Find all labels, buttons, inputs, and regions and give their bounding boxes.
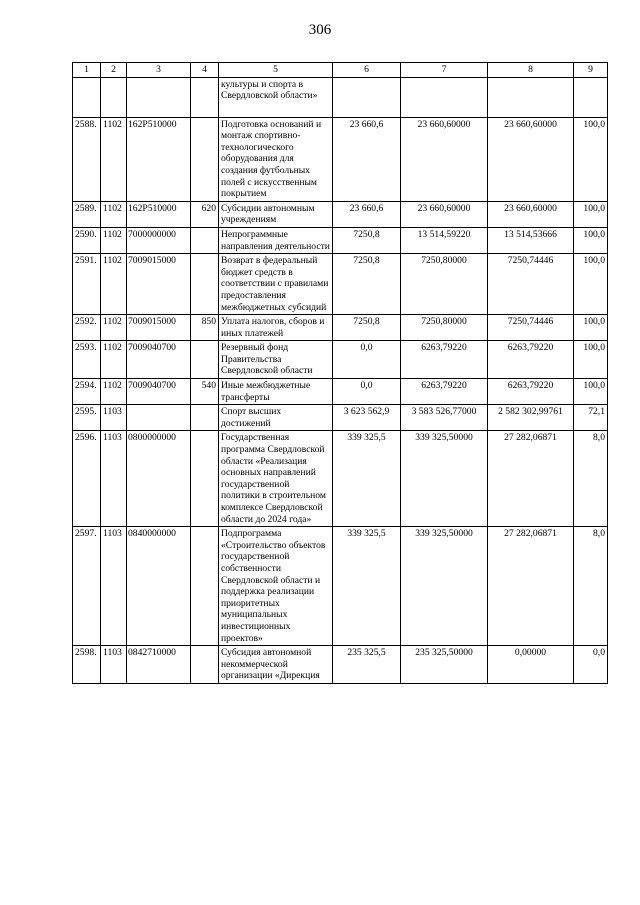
expense-type: [191, 405, 219, 431]
target-code: [127, 405, 191, 431]
target-code: 7009015000: [127, 315, 191, 341]
percent-executed: 100,0: [574, 227, 608, 253]
section-code: 1102: [101, 315, 127, 341]
percent-executed: 8,0: [574, 527, 608, 646]
target-code: 7009015000: [127, 254, 191, 315]
expense-type: [191, 77, 219, 117]
amount-approved: [333, 77, 401, 117]
expense-type: 540: [191, 379, 219, 405]
row-number: 2592.: [73, 315, 101, 341]
table-row: [73, 227, 608, 253]
item-name: Подпрограмма «Строительство объектов государственной собственности Свердловской области и поддержка реализации приоритетных муниципальных инвестиционных проектов»: [219, 527, 333, 646]
percent-executed: 100,0: [574, 117, 608, 201]
expense-type: 620: [191, 201, 219, 227]
section-code: 1102: [101, 341, 127, 379]
item-name: Государственная программа Свердловской области «Реализация основных направлений государственной политики в строительном комплексе Свердловской области до 2024 года»: [219, 431, 333, 527]
row-number: 2593.: [73, 341, 101, 379]
amount-approved: 235 325,5: [333, 646, 401, 684]
percent-executed: 0,0: [574, 646, 608, 684]
amount-executed: 6263,79220: [488, 341, 574, 379]
amount-executed: 23 660,60000: [488, 201, 574, 227]
section-code: 1103: [101, 405, 127, 431]
table-row: [73, 405, 608, 431]
item-name: Резервный фонд Правительства Свердловской области: [219, 341, 333, 379]
expense-type: [191, 117, 219, 201]
amount-executed: 13 514,53666: [488, 227, 574, 253]
amount-planned: 339 325,50000: [401, 527, 488, 646]
amount-planned: 13 514,59220: [401, 227, 488, 253]
table-row: [73, 646, 608, 684]
table-row: [73, 201, 608, 227]
percent-executed: 100,0: [574, 254, 608, 315]
amount-approved: 7250,8: [333, 315, 401, 341]
section-code: 1103: [101, 646, 127, 684]
amount-planned: 339 325,50000: [401, 431, 488, 527]
target-code: 7000000000: [127, 227, 191, 253]
section-code: 1102: [101, 254, 127, 315]
target-code: [127, 77, 191, 117]
table-row: [73, 315, 608, 341]
amount-planned: 235 325,50000: [401, 646, 488, 684]
table-row: [73, 254, 608, 315]
column-header: 5: [219, 63, 333, 78]
expense-type: [191, 254, 219, 315]
amount-approved: 23 660,6: [333, 117, 401, 201]
row-number: 2598.: [73, 646, 101, 684]
amount-executed: 7250,74446: [488, 254, 574, 315]
amount-planned: 6263,79220: [401, 379, 488, 405]
item-name: культуры и спорта в Свердловской области»: [219, 77, 333, 117]
target-code: 0842710000: [127, 646, 191, 684]
section-code: [101, 77, 127, 117]
table-row: [73, 527, 608, 646]
section-code: 1102: [101, 117, 127, 201]
item-name: Иные межбюджетные трансферты: [219, 379, 333, 405]
target-code: 7009040700: [127, 379, 191, 405]
target-code: 162P510000: [127, 201, 191, 227]
amount-planned: 6263,79220: [401, 341, 488, 379]
amount-approved: 7250,8: [333, 227, 401, 253]
expense-type: [191, 646, 219, 684]
amount-approved: 7250,8: [333, 254, 401, 315]
expense-type: 850: [191, 315, 219, 341]
item-name: Спорт высших достижений: [219, 405, 333, 431]
amount-planned: 23 660,60000: [401, 117, 488, 201]
column-header: 3: [127, 63, 191, 78]
amount-executed: 0,00000: [488, 646, 574, 684]
column-header: 1: [73, 63, 101, 78]
expense-type: [191, 227, 219, 253]
amount-planned: 7250,80000: [401, 315, 488, 341]
column-header: 6: [333, 63, 401, 78]
amount-approved: 0,0: [333, 341, 401, 379]
section-code: 1102: [101, 201, 127, 227]
amount-executed: 7250,74446: [488, 315, 574, 341]
section-code: 1103: [101, 527, 127, 646]
row-number: [73, 77, 101, 117]
target-code: 162P510000: [127, 117, 191, 201]
item-name: Непрограммные направления деятельности: [219, 227, 333, 253]
column-header: 8: [488, 63, 574, 78]
section-code: 1103: [101, 431, 127, 527]
percent-executed: 8,0: [574, 431, 608, 527]
row-number: 2595.: [73, 405, 101, 431]
percent-executed: 100,0: [574, 341, 608, 379]
table-row: [73, 77, 608, 117]
row-number: 2590.: [73, 227, 101, 253]
column-header: 2: [101, 63, 127, 78]
amount-approved: 23 660,6: [333, 201, 401, 227]
target-code: 0840000000: [127, 527, 191, 646]
amount-executed: 23 660,60000: [488, 117, 574, 201]
column-number-row: [73, 63, 608, 78]
section-code: 1102: [101, 227, 127, 253]
percent-executed: 100,0: [574, 379, 608, 405]
amount-executed: 27 282,06871: [488, 431, 574, 527]
amount-planned: 23 660,60000: [401, 201, 488, 227]
table-row: [73, 117, 608, 201]
percent-executed: 100,0: [574, 315, 608, 341]
item-name: Уплата налогов, сборов и иных платежей: [219, 315, 333, 341]
section-code: 1102: [101, 379, 127, 405]
table-row: [73, 341, 608, 379]
table-row: [73, 379, 608, 405]
percent-executed: 100,0: [574, 201, 608, 227]
amount-approved: 3 623 562,9: [333, 405, 401, 431]
amount-approved: 339 325,5: [333, 527, 401, 646]
item-name: Субсидия автономной некоммерческой организации «Дирекция: [219, 646, 333, 684]
amount-planned: 3 583 526,77000: [401, 405, 488, 431]
row-number: 2589.: [73, 201, 101, 227]
expense-type: [191, 341, 219, 379]
percent-executed: 72,1: [574, 405, 608, 431]
row-number: 2591.: [73, 254, 101, 315]
row-number: 2588.: [73, 117, 101, 201]
amount-executed: 6263,79220: [488, 379, 574, 405]
item-name: Возврат в федеральный бюджет средств в соответствии с правилами предоставления межбюджетных субсидий: [219, 254, 333, 315]
amount-approved: 339 325,5: [333, 431, 401, 527]
column-header: 4: [191, 63, 219, 78]
amount-planned: 7250,80000: [401, 254, 488, 315]
target-code: 0800000000: [127, 431, 191, 527]
item-name: Подготовка оснований и монтаж спортивно-технологического оборудования для создания футбольных полей с искусственным покрытием: [219, 117, 333, 201]
budget-table: [72, 62, 608, 684]
table-row: [73, 431, 608, 527]
amount-planned: [401, 77, 488, 117]
row-number: 2594.: [73, 379, 101, 405]
target-code: 7009040700: [127, 341, 191, 379]
column-header: 9: [574, 63, 608, 78]
amount-executed: [488, 77, 574, 117]
expense-type: [191, 527, 219, 646]
percent-executed: [574, 77, 608, 117]
item-name: Субсидии автономным учреждениям: [219, 201, 333, 227]
row-number: 2597.: [73, 527, 101, 646]
amount-approved: 0,0: [333, 379, 401, 405]
column-header: 7: [401, 63, 488, 78]
amount-executed: 27 282,06871: [488, 527, 574, 646]
row-number: 2596.: [73, 431, 101, 527]
amount-executed: 2 582 302,99761: [488, 405, 574, 431]
page-number: 306: [308, 22, 332, 38]
expense-type: [191, 431, 219, 527]
